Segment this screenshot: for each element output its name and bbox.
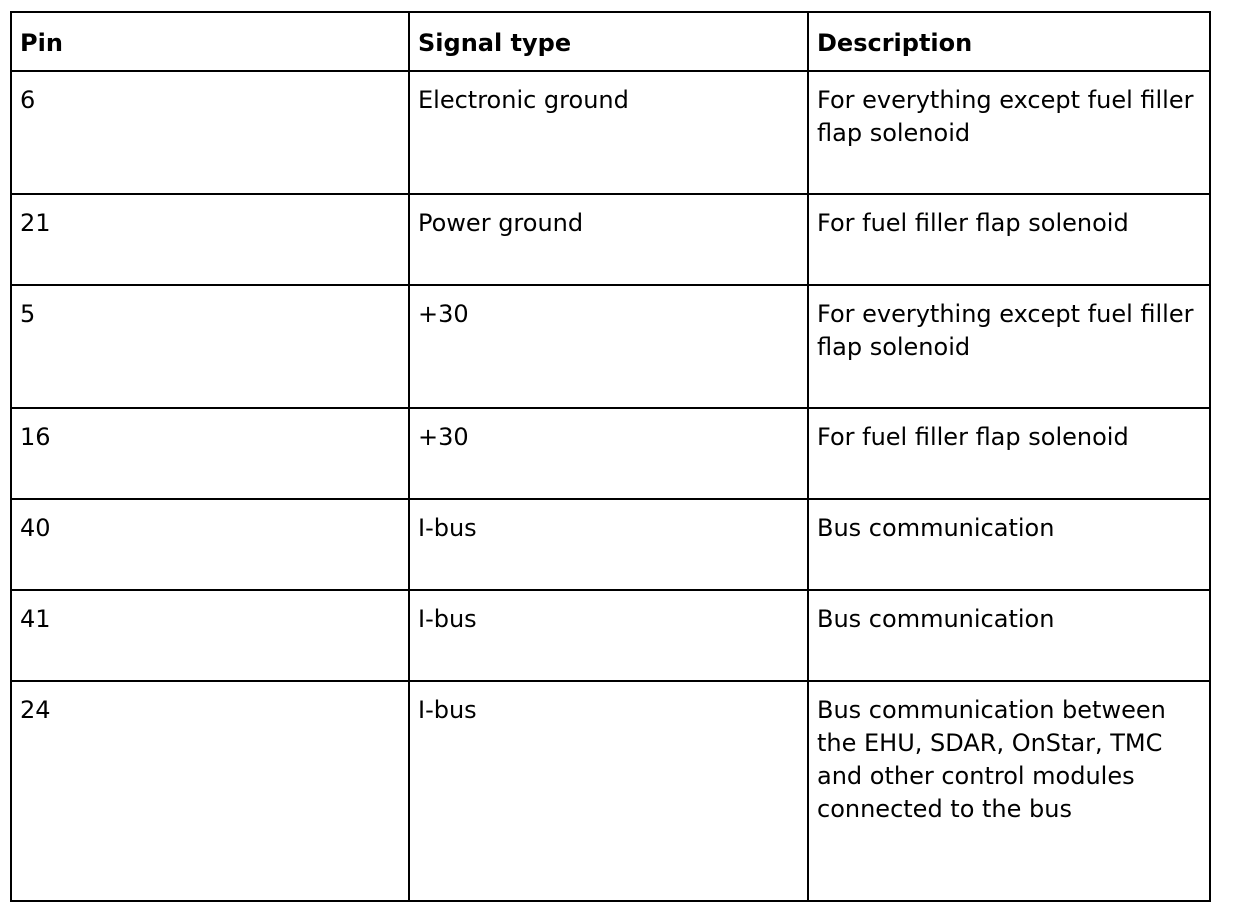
pin-cell: 41 <box>11 590 409 681</box>
table-row <box>11 681 1210 901</box>
pin-cell: 40 <box>11 499 409 590</box>
pin-cell: 16 <box>11 408 409 499</box>
table-header-row <box>11 12 1210 71</box>
table-row <box>11 408 1210 499</box>
description-cell: For everything except fuel filler flap solenoid <box>808 71 1210 194</box>
table-row <box>11 285 1210 408</box>
table-row <box>11 71 1210 194</box>
pin-cell: 5 <box>11 285 409 408</box>
description-cell: For fuel filler flap solenoid <box>808 194 1210 285</box>
table-row <box>11 194 1210 285</box>
description-cell: Bus communication <box>808 590 1210 681</box>
description-cell: Bus communication <box>808 499 1210 590</box>
pin-signal-table <box>10 11 1211 902</box>
signal-type-cell: I-bus <box>409 590 808 681</box>
pin-cell: 24 <box>11 681 409 901</box>
signal-type-cell: I-bus <box>409 681 808 901</box>
signal-type-cell: +30 <box>409 285 808 408</box>
signal-type-cell: Electronic ground <box>409 71 808 194</box>
signal-type-cell: Power ground <box>409 194 808 285</box>
column-header-signal-type: Signal type <box>409 12 808 71</box>
description-cell: For fuel filler flap solenoid <box>808 408 1210 499</box>
table-row <box>11 590 1210 681</box>
column-header-pin: Pin <box>11 12 409 71</box>
pin-cell: 6 <box>11 71 409 194</box>
pin-cell: 21 <box>11 194 409 285</box>
signal-type-cell: I-bus <box>409 499 808 590</box>
signal-type-cell: +30 <box>409 408 808 499</box>
table-row <box>11 499 1210 590</box>
description-cell: Bus communication between the EHU, SDAR, OnStar, TMC and other control modules connected to the bus <box>808 681 1210 901</box>
description-cell: For everything except fuel filler flap solenoid <box>808 285 1210 408</box>
column-header-description: Description <box>808 12 1210 71</box>
